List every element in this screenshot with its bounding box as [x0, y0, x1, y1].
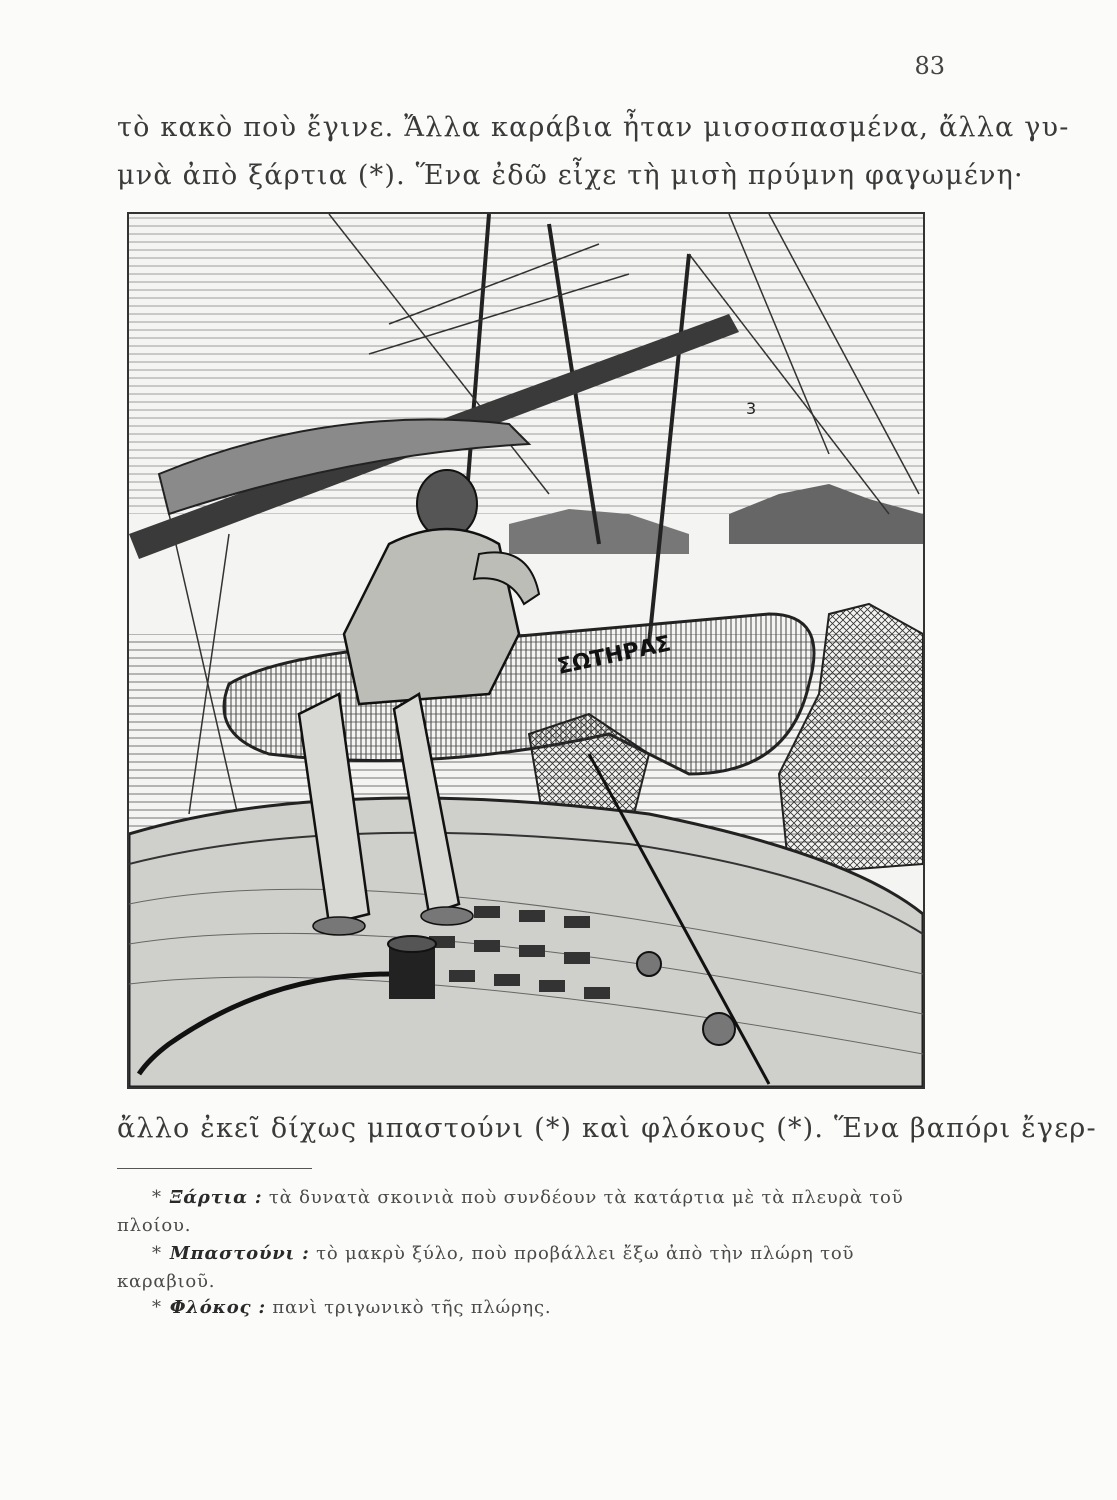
page-number: 83	[914, 52, 945, 80]
footnote-xartia	[117, 1184, 947, 1240]
footnote-mpastouni	[117, 1240, 947, 1296]
footnote-text: πανὶ τριγωνικὸ τῆς πλώρης.	[272, 1297, 552, 1318]
footnote-term: Μπαστούνι :	[169, 1243, 310, 1264]
footnote-marker: *	[152, 1187, 162, 1208]
footnote-separator	[117, 1168, 312, 1169]
hull-name-label: ΣΩΤΗΡΑΣ	[555, 631, 674, 680]
footnote-marker: *	[152, 1243, 162, 1264]
footnote-term: Φλόκος :	[169, 1297, 266, 1318]
illustration-mark: 3	[746, 399, 757, 418]
body-text-line-3: ἄλλο ἐκεῖ δίχως μπαστούνι (*) καὶ φλόκους (*). Ἕνα βαπόρι ἔγερ-	[117, 1113, 1097, 1144]
ship-deck-illustration	[127, 212, 925, 1089]
body-text-line-1: τὸ κακὸ ποὺ ἔγινε. Ἄλλα καράβια ἦταν μισοσπασμένα, ἄλλα γυ-	[117, 112, 1070, 143]
footnote-flokos	[117, 1294, 947, 1322]
body-text-line-2: μνὰ ἀπὸ ξάρτια (*). Ἕνα ἐδῶ εἶχε τὴ μισὴ πρύμνη φαγωμένη·	[117, 160, 1024, 191]
footnote-term: Ξάρτια :	[169, 1187, 263, 1208]
footnote-text: τὸ μακρὺ ξύλο, ποὺ προβάλλει ἔξω ἀπὸ τὴν πλώρη τοῦ καραβιοῦ.	[117, 1243, 855, 1292]
footnote-marker: *	[152, 1297, 162, 1318]
footnote-text: τὰ δυνατὰ σκοινιὰ ποὺ συνδέουν τὰ κατάρτια μὲ τὰ πλευρὰ τοῦ πλοίου.	[117, 1187, 904, 1236]
